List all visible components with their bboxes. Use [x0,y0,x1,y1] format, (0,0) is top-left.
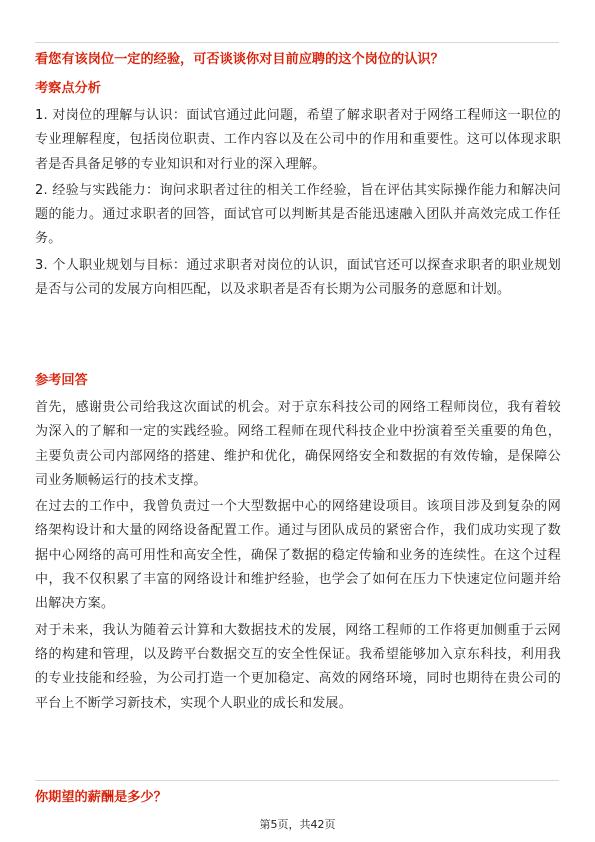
analysis-item: 1. 对岗位的理解与认识：面试官通过此问题，希望了解求职者对于网络工程师这一职位的专业理解程度，包括岗位职责、工作内容以及在公司中的作用和重要性。这可以体现求职者是否具备足够的专业知识和对行业的深入理解。 [35,108,561,172]
answer-paragraph: 首先，感谢贵公司给我这次面试的机会。对于京东科技公司的网络工程师岗位，我有着较为深入的了解和一定的实践经验。网络工程师在现代科技企业中扮演着至关重要的角色，主要负责公司内部网络的搭建、维护和优化，确保网络安全和数据的有效传输，是保障公司业务顺畅运行的技术支撑。 [35,400,561,488]
analysis-item: 3. 个人职业规划与目标：通过求职者对岗位的认识，面试官还可以探查求职者的职业规划是否与公司的发展方向相匹配，以及求职者是否有长期为公司服务的意愿和计划。 [35,257,561,298]
page-number: 第5页，共42页 [259,818,336,831]
next-interview-question: 你期望的薪酬是多少？ [35,790,167,805]
answer-paragraph: 在过去的工作中，我曾负责过一个大型数据中心的网络建设项目。该项目涉及到复杂的网络架构设计和大量的网络设备配置工作。通过与团队成员的紧密合作，我们成功实现了数据中心网络的高可用性和高安全性，确保了数据的稳定传输和业务的连续性。在这个过程中，我不仅积累了丰富的网络设计和维护经验，也学会了如何在压力下快速定位问题并给出解决方案。 [35,499,561,612]
analysis-heading: 考察点分析 [35,81,101,96]
answer-heading: 参考回答 [35,373,88,388]
interview-question: 看您有该岗位一定的经验，可否谈谈你对目前应聘的这个岗位的认识？ [35,52,444,67]
section-divider [35,780,559,781]
answer-paragraph: 对于未来，我认为随着云计算和大数据技术的发展，网络工程师的工作将更加侧重于云网络的构建和管理，以及跨平台数据交互的安全性保证。我希望能够加入京东科技，利用我的专业技能和经验，为公司打造一个更加稳定、高效的网络环境，同时也期待在贵公司的平台上不断学习新技术，实现个人职业的成长和发展。 [35,622,561,711]
analysis-section [35,104,561,304]
answer-section [35,396,561,718]
top-divider [35,42,559,43]
analysis-item: 2. 经验与实践能力：询问求职者过往的相关工作经验，旨在评估其实际操作能力和解决问题的能力。通过求职者的回答，面试官可以判断其是否能迅速融入团队并高效完成工作任务。 [35,182,561,247]
